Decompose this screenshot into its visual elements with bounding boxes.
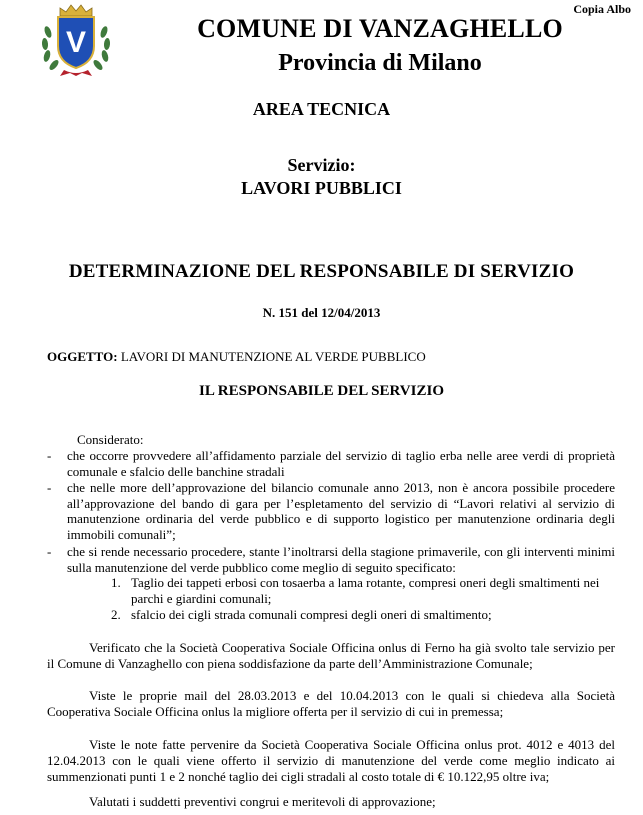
bullet-item xyxy=(47,544,615,575)
province-title: Provincia di Milano xyxy=(278,50,482,76)
bullet-dash: - xyxy=(47,544,52,559)
subject-line xyxy=(47,349,426,365)
bullet-item xyxy=(47,480,615,543)
copy-label: Copia Albo xyxy=(573,2,631,16)
bullet-text: che si rende necessario procedere, stante l’inoltrarsi della stagione primaverile, con gli interventi minimi sulla manutenzione del verde pubblico come meglio di seguito specificato: xyxy=(67,544,615,575)
bullet-dash: - xyxy=(47,480,52,495)
municipal-crest-icon xyxy=(36,2,116,78)
item-number: 2. xyxy=(111,607,121,622)
municipality-title: COMUNE DI VANZAGHELLO xyxy=(197,14,563,43)
bullet-item xyxy=(47,448,615,479)
subject-label: OGGETTO: xyxy=(47,349,118,364)
item-text: Taglio dei tappeti erbosi con tosaerba a lama rotante, compresi oneri degli smaltimenti nei parchi e giardini comunali; xyxy=(131,575,600,606)
subject-text: LAVORI DI MANUTENZIONE AL VERDE PUBBLICO xyxy=(117,349,426,364)
determination-number: N. 151 del 12/04/2013 xyxy=(262,305,381,320)
responsible-heading: IL RESPONSABILE DEL SERVIZIO xyxy=(199,383,444,399)
item-number: 1. xyxy=(111,575,121,590)
service-name: LAVORI PUBBLICI xyxy=(241,178,402,198)
numbered-item xyxy=(111,575,615,606)
body-paragraph: Viste le proprie mail del 28.03.2013 e del 10.04.2013 con le quali si chiedeva alla Società Cooperativa Sociale Officina onlus la migliore offerta per il servizio di cui in premessa; xyxy=(47,688,615,720)
numbered-item xyxy=(111,607,615,623)
body-paragraph: Valutati i suddetti preventivi congrui e meritevoli di approvazione; xyxy=(89,794,436,809)
bullet-dash: - xyxy=(47,448,52,463)
item-text: sfalcio dei cigli strada comunali compresi degli oneri di smaltimento; xyxy=(131,607,492,622)
determination-title: DETERMINAZIONE DEL RESPONSABILE DI SERVIZIO xyxy=(68,261,575,282)
crest-letter: V xyxy=(65,26,87,59)
area-heading: AREA TECNICA xyxy=(252,99,391,119)
considerato-label: Considerato: xyxy=(77,432,144,447)
bullet-text: che nelle more dell’approvazione del bilancio comunale anno 2013, non è ancora possibile procedere all’approvazione del bando di gara per l’espletamento del servizio di “Lavori relativi al servizio di manutenzione ordinaria del verde pubblico e di supporto logistico per manutenzione ordinaria degli immobili comunali”; xyxy=(67,480,615,543)
bullet-text: che occorre provvedere all’affidamento parziale del servizio di taglio erba nelle aree verdi di proprietà comunale e sfalcio delle banchine stradali xyxy=(67,448,615,479)
body-paragraph: Verificato che la Società Cooperativa Sociale Officina onlus di Ferno ha già svolto tale servizio per il Comune di Vanzaghello con piena soddisfazione da parte dell’Amministrazione Comunale; xyxy=(47,640,615,672)
service-label: Servizio: xyxy=(287,155,356,175)
body-paragraph: Viste le note fatte pervenire da Società Cooperativa Sociale Officina onlus prot. 4012 e 4013 del 12.04.2013 con le quali viene offerto il servizio di manutenzione del verde come meglio indicato ai summenzionati punti 1 e 2 nonché taglio dei cigli stradali al costo totale di € 10.122,95 oltre iva; xyxy=(47,737,615,785)
